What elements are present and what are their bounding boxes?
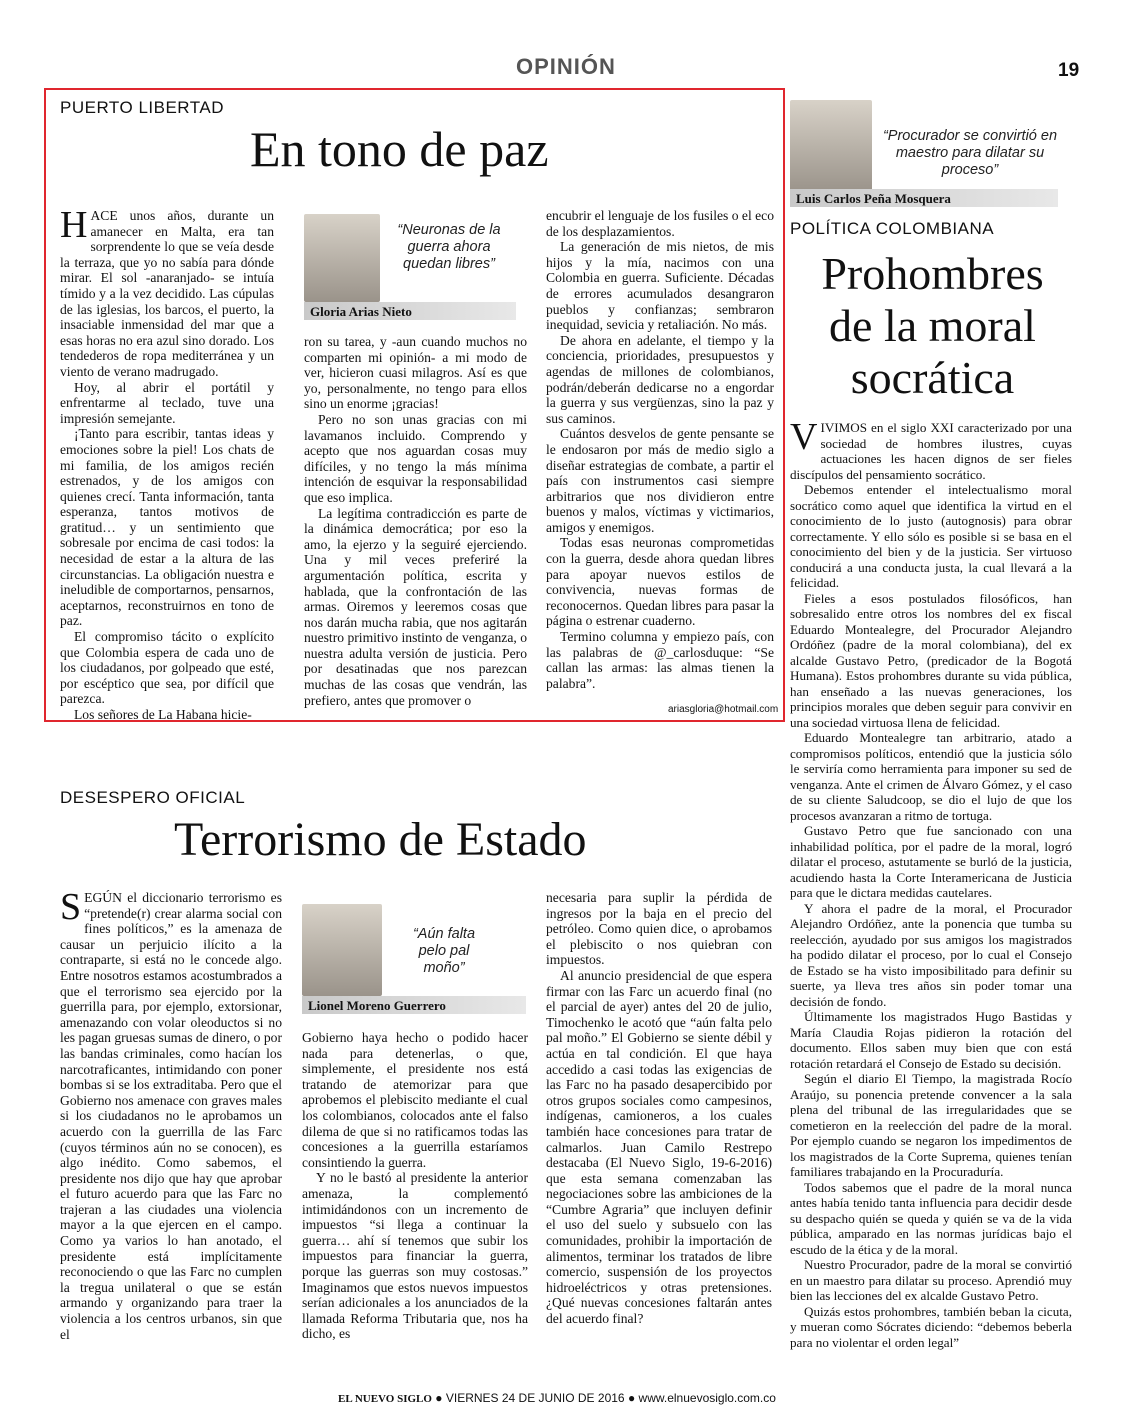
article1-paragraph: encubrir el lenguaje de los fusiles o el eco de los desplazamientos. <box>546 208 774 239</box>
article1-kicker: PUERTO LIBERTAD <box>60 98 225 117</box>
article3-title-line: de la moral <box>829 300 1036 351</box>
article1-paragraph: Hoy, al abrir el portátil y enfrentarme al teclado, tuve una impresión semejante. <box>60 379 274 426</box>
article2-paragraph: Y no le bastó al presidente la anterior amenaza, la complementó intimidándonos con un incremento de impuestos “si llega a continuar la guerra… ahí sí tenemos que subir los impuestos para financiar la guerra, porque las guerras son muy costosas.” Imaginamos que estos nuevos impuestos serían adicionales a los anunciados de la llamada Reforma Tributaria que, nos ha dicho, es <box>302 1170 528 1342</box>
article3-paragraph: Según el diario El Tiempo, la magistrada Rocío Araújo, su ponencia pretende convencer a la sala plena del tribunal de las irregularidades que se cometieron en la reelección del padre de la moral. Por ejemplo cuando se negaron los impedimentos de los magistrados de la Corte Suprema, quienes tenían familiares trabajando en la Procuraduría. <box>790 1071 1072 1179</box>
author-photo <box>302 904 382 996</box>
section-title: OPINIÓN <box>516 54 616 79</box>
article1-column-2 <box>304 334 527 708</box>
author-photo <box>790 100 872 192</box>
dropcap: H <box>60 204 88 246</box>
article3-paragraph: Quizás estos prohombres, también beban la cicuta, y mueran como Sócrates diciendo: “debemos beberla para no violentar el orden legal” <box>790 1303 1072 1350</box>
dropcap: S <box>60 886 82 928</box>
article2-paragraph: EGÚN el diccionario terrorismo es “pretende(r) crear alarma social con fines políticos,” es la amenaza de causar un perjuicio ilícito a la contraparte, si está no le concede algo. Entre nosotros estamos acostumbrados a que el terrorismo sea ejercido por la guerrilla para, por ejemplo, extorsionar, amenazando con volar oleoductos si no les pagan gruesas sumas de dinero, o por las bandas criminales, como hacían los narcotraficantes, intimidando con poner bombas si se los extraditaba. Pero que el Gobierno nos amenace con graves males si los ciudadanos no le aprobamos un acuerdo con la guerrilla de las Farc (cuyos términos aún no se conocen), es algo inédito. Como sabemos, el presidente nos dijo que hay que aprobar el futuro acuerdo para que las Farc no trajeran a las ciudades una violencia mayor a la que ejercen en el campo. Como ya varios lo han anotado, el presidente está implícitamente reconociendo o que las Farc no cumplen la tregua unilateral o que se están armando y organizando para traer la violencia a los centros urbanos, sin que el <box>60 890 282 1342</box>
footer-url[interactable]: www.elnuevosiglo.com.co <box>638 1391 776 1405</box>
article3-title-line: socrática <box>850 352 1015 403</box>
article3-paragraph: Y ahora el padre de la moral, el Procurador Alejandro Ordóñez, ante la ponencia que tumba su reelección, ayudado por sus amigos los magistrados ha podido dilatar el proceso, por lo cual el Consejo de Estado se ha visto imposibilitado para definir su suerte, ya lleva tres años sin poder tomar una decisión de fondo. <box>790 900 1072 1009</box>
article2-paragraph: Al anuncio presidencial de que espera firmar con las Farc un acuerdo final (no el parcial de ayer) antes del 20 de julio, Timochenko le acotó que “aún falta pelo pal moño.” El Gobierno se siente débil y actúa en tal condición. El que haya accedido a casi todas las exigencias de las Farc no ha pasado desapercibido por otros grupos sociales como campesinos, indígenas, camioneros, a los cuales también hace concesiones para tratar de calmarlos. Juan Camilo Restrepo destacaba (El Nuevo Siglo, 19-6-2016) que esta semana comenzaban las negociaciones sobre las ambiciones de la “Cumbre Agraria” que incluyen definir el uso del suelo y subsuelo con las comunidades, prohibir la importación de alimentos, terminar los tratados de libre comercio, suspensión de los proyectos hidroeléctricos y otras pretensiones. ¿Qué nuevas concesiones faltarán antes del acuerdo final? <box>546 967 772 1327</box>
article3-paragraph: Debemos entender el intelectualismo moral socrático como aquel que identifica la virtud en el conocimiento de lo justo (autognosis) para obrar correctamente. Y ello sólo es posible si se basa en el conocimiento del bien y de la justicia. Ser virtuoso conducirá a una conducta justa, la cual llevará a la felicidad. <box>790 482 1072 590</box>
page-number: 19 <box>1058 60 1080 81</box>
article3-title-line: Prohombres <box>821 248 1044 299</box>
article1-paragraph: Los señores de La Habana hicie- <box>74 707 252 722</box>
article1-author: Gloria Arias Nieto <box>304 302 516 320</box>
bullet-icon: ● <box>435 1391 446 1405</box>
bullet-icon: ● <box>627 1391 639 1405</box>
article2-kicker: DESESPERO OFICIAL <box>60 788 246 807</box>
article2-column-1 <box>60 886 282 1342</box>
article3-paragraph: IVIMOS en el siglo XXI caracterizado por una sociedad de hombres ilustres, cuyas actuaciones les hacen dignos de ser fieles discípulos del pensamiento socrático. <box>790 420 1072 482</box>
article1-paragraph: La legítima contradicción es parte de la dinámica democrática; por eso la amo, la ejerzo y la seguiré ejerciendo. Una y mil veces preferiré la argumentación política, escrita y hablada, que la confrontación de las armas. Oiremos y leeremos cosas que nos darán mucha rabia, que nos agitarán nuestro primitivo instinto de venganza, o nuestra adulta versión de justicia. Pero por desatinadas que nos parezcan muchas de las cosas que vendrán, las prefiero, antes que promover o <box>304 505 527 708</box>
article2-column-3 <box>546 890 772 1327</box>
article1-title: En tono de paz <box>250 121 549 177</box>
article1-column-3 <box>546 208 774 691</box>
article1-paragraph: De ahora en adelante, el tiempo y la conciencia, prioridades, presupuestos y agendas de millones de colombianos, podrán/deberán dedicarse no a engordar la guerra y sus vergüenzas, sino la paz y sus caminos. <box>546 332 774 426</box>
article3-body <box>790 416 1072 1350</box>
newspaper-brand: EL NUEVO SIGLO <box>338 1393 432 1405</box>
article1-paragraph: ron su tarea, y -aun cuando muchos no comparten mi opinión- a mi modo de ver, hicieron cuasi milagros. Así es que yo, personalmente, no tengo para ellos sino un enorme ¡gracias! <box>304 334 527 412</box>
author-email: ariasgloria@hotmail.com <box>668 704 779 715</box>
article1-paragraph: Termino columna y empiezo país, con las palabras de @_carlosduque: “Se callan las armas: las almas tienen la palabra”. <box>546 629 774 691</box>
article1-paragraph: La generación de mis nietos, de mis hijos y la mía, nacimos con una Colombia en guerra. Suficiente. Décadas de errores acumulados desangraron pueblos y confianzas; sembraron inequidad, sevicia y retaliación. No más. <box>546 239 774 333</box>
article3-paragraph: Todos sabemos que el padre de la moral nunca antes había tenido tanta influencia para decidir desde su despacho quién se queda y quién se va de la vida pública, amparado en las normas jurídicas bajo el escudo de la ética y de la moral. <box>790 1179 1072 1257</box>
dropcap: V <box>790 416 818 458</box>
article3-paragraph: Nuestro Procurador, padre de la moral se convirtió en un maestro para dilatar su proceso. Aprendió muy bien las lecciones del ex alcalde Gustavo Petro. <box>790 1257 1072 1303</box>
article1-paragraph: Cuántos desvelos de gente pensante se le endosaron por más de medio siglo a diseñar estrategias de combate, a partir el país con instrumentos casi siempre arbitrarios que nos dividieron entre buenos y malos, víctimas y victimarios, amigos y enemigos. <box>546 426 774 535</box>
article1-paragraph: ¡Tanto para escribir, tantas ideas y emociones sobre la piel! Los chats de mi familia, de los amigos recién estrenados, y de los amigos con quienes crecí. Tanta información, tanta esperanza, tantos motivos de gratitud… y un sentimiento que sobresale por encima de casi todos: la necesidad de estar a la altura de las circunstancias. La obligación nuestra e ineludible de comportarnos, pensarnos, aceptarnos, reconstruirnos en tono de paz. <box>60 426 274 629</box>
footer-date: VIERNES 24 DE JUNIO DE 2016 <box>445 1391 625 1405</box>
article3-paragraph: Fieles a esos postulados filosóficos, han sobresalido entre otros los nombres del ex fiscal Eduardo Montealegre, del Procurador Alejandro Ordóñez (padre de la moral colombiana), del ex alcalde Gustavo Petro, (predicador de la Bogotá Humana). Estos prohombres durante su vida pública, han enseñado a las nuevas generaciones, los principios morales que deben seguir para convivir en una sociedad virtuosa llena de felicidad. <box>790 590 1072 730</box>
article1-column-1 <box>60 204 274 723</box>
article2-title: Terrorismo de Estado <box>174 813 587 866</box>
article2-column-2 <box>302 1030 528 1342</box>
article3-paragraph: Eduardo Montealegre tan arbitrario, atado a compromisos políticos, entendió que la justicia sólo le serviría como herramienta para imponer su sed de venganza. Ante el crimen de Álvaro Gómez, y el caso de su cliente Saludcoop, se dio el lujo de que los procesos avanzaran a ritmo de tortuga. <box>790 730 1072 823</box>
article2-pull-quote: “Aún falta pelo pal moño” <box>412 926 476 976</box>
article3-title <box>790 248 1075 404</box>
article3-kicker: POLÍTICA COLOMBIANA <box>790 219 995 238</box>
article3-paragraph: Gustavo Petro que fue sancionado con una inhabilidad política, por el padre de la moral, logró dilatar el proceso, astutamente se burló de la justicia, acudiendo hasta la Corte Interamericana de Justicia para que le dictara medidas cautelares. <box>790 823 1072 900</box>
article2-paragraph: Gobierno haya hecho o podido hacer nada para detenerlas, o que, simplemente, el presidente nos está tratando de atemorizar para que aprobemos el plebiscito mediante el cual los colombianos, colocados ante el falso dilema de que si no ratificamos todas las concesiones a la guerrilla estaríamos consintiendo la guerra. <box>302 1030 528 1170</box>
article3-pull-quote: “Procurador se convirtió en maestro para dilatar su proceso” <box>882 128 1058 178</box>
footer <box>338 1391 776 1405</box>
article3-author: Luis Carlos Peña Mosquera <box>790 189 1058 207</box>
article1-paragraph: Pero no son unas gracias con mi lavamanos incluido. Comprendo y acepto que nos aguardan cosas muy difíciles, y no tengo la más mínima intención de esquivar la responsabilidad que eso implica. <box>304 411 527 505</box>
article1-paragraph: ACE unos años, durante un amanecer en Malta, era tan sorprendente lo que se veía desde la terraza, que yo no sabía para dónde mirar. El sol -anaranjado- se intuía tímido y a la vez decidido. Las cúpulas de las iglesias, los barcos, el puerto, la insaciable inmensidad del mar que a esas horas no era azul sino dorado. Los tendederos de ropa mediterránea y un viento de verano madrugado. <box>60 208 274 379</box>
article1-paragraph: El compromiso tácito o explícito que Colombia espera de cada uno de los ciudadanos, por golpeado que esté, por escéptico que sea, por difícil que parezca. <box>60 629 274 707</box>
article1-paragraph: Todas esas neuronas comprometidas con la guerra, desde ahora quedan libres para apoyar nuevos estilos de convivencia, nuevas formas de reconocernos. Quedan libres para pasar la página o estrenar cuaderno. <box>546 535 774 629</box>
article3-paragraph: Últimamente los magistrados Hugo Bastidas y María Claudia Rojas pidieron la rotación del documento. Ellos saben muy bien que con está rotación retardará el Consejo de Estado su decisión. <box>790 1009 1072 1071</box>
author-photo <box>304 214 380 302</box>
article2-paragraph: necesaria para suplir la pérdida de ingresos por la baja en el precio del petróleo. Como quien dice, o aprobamos el plebiscito o nos quiebran con impuestos. <box>546 890 772 968</box>
article2-author: Lionel Moreno Guerrero <box>302 996 526 1014</box>
article1-pull-quote: “Neuronas de la guerra ahora quedan libres” <box>397 222 501 272</box>
